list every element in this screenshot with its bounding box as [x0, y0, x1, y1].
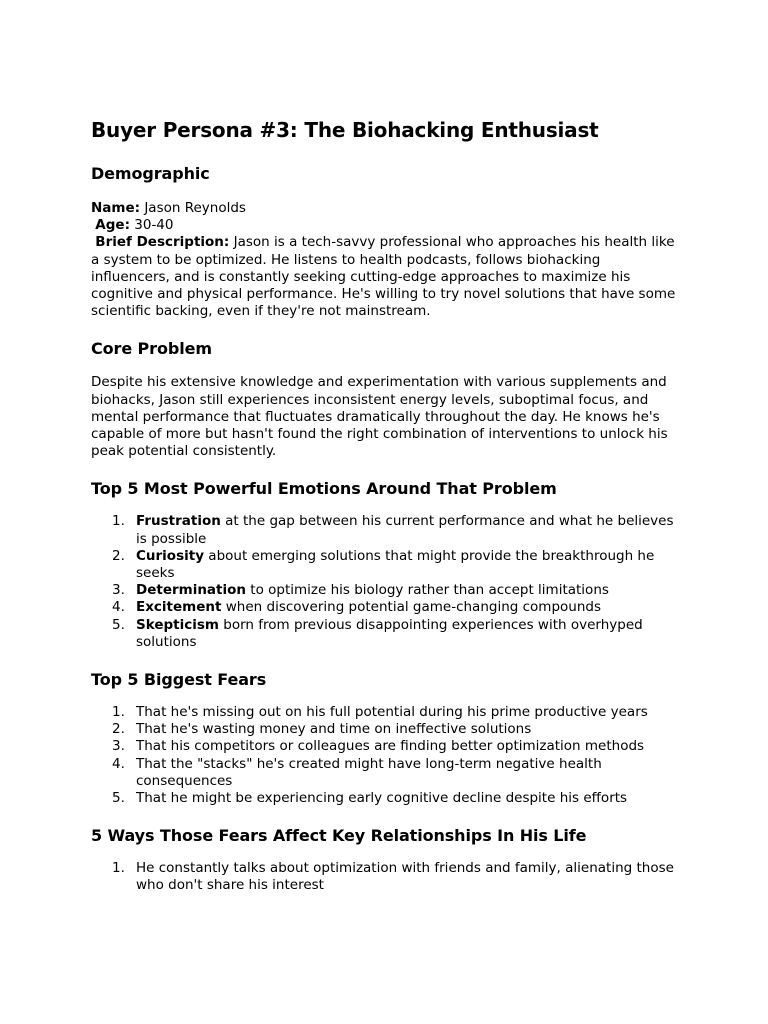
list-number: 1.: [112, 513, 125, 530]
list-item: [91, 738, 680, 755]
emotions-list: [91, 513, 680, 651]
emotion-name: Frustration: [136, 513, 221, 530]
emotion-text: at the gap between his current performance and what he believes is possible: [136, 513, 674, 547]
age-line: [91, 217, 680, 234]
document-title: Buyer Persona #3: The Biohacking Enthusiast: [91, 118, 599, 142]
list-item: [91, 756, 680, 790]
list-item: [91, 721, 680, 738]
fears-heading: Top 5 Biggest Fears: [91, 670, 267, 690]
emotion-name: Curiosity: [136, 547, 204, 564]
list-item: [91, 548, 680, 582]
relationships-heading: 5 Ways Those Fears Affect Key Relationships In His Life: [91, 826, 587, 846]
list-number: 4.: [112, 755, 125, 772]
list-number: 5.: [112, 616, 125, 633]
list-number: 2.: [112, 547, 125, 564]
core-problem-text: Despite his extensive knowledge and experimentation with various supplements and biohacks, Jason still experiences inconsistent energy levels, suboptimal focus, and mental performance that fluctuates dramatically throughout the day. He knows he's capable of more but hasn't found the right combination of interventions to unlock his peak potential consistently.: [91, 374, 668, 460]
fear-text: That he's missing out on his full potential during his prime productive years: [136, 704, 648, 721]
list-item: [91, 617, 680, 651]
description-line: [91, 234, 680, 320]
fear-text: That his competitors or colleagues are finding better optimization methods: [136, 738, 645, 755]
name-value: Jason Reynolds: [140, 200, 246, 216]
list-number: 3.: [112, 738, 125, 755]
name-line: [91, 200, 680, 217]
demographic-heading: Demographic: [91, 164, 210, 183]
list-number: 4.: [112, 599, 125, 616]
relationships-list: [91, 860, 680, 894]
list-item: [91, 513, 680, 547]
core-problem-heading: Core Problem: [91, 339, 212, 359]
fears-list: [91, 704, 680, 807]
list-number: 2.: [112, 721, 125, 738]
fear-text: That the "stacks" he's created might have long-term negative health consequences: [136, 755, 602, 789]
emotion-text: when discovering potential game-changing compounds: [221, 599, 601, 616]
emotion-text: to optimize his biology rather than accept limitations: [246, 582, 609, 599]
emotion-name: Determination: [136, 582, 247, 599]
emotion-name: Skepticism: [136, 616, 219, 633]
list-item: [91, 582, 680, 599]
fear-text: That he's wasting money and time on ineffective solutions: [136, 721, 532, 738]
list-number: 5.: [112, 790, 125, 807]
list-number: 1.: [112, 860, 125, 877]
emotions-heading: Top 5 Most Powerful Emotions Around That Problem: [91, 479, 557, 499]
list-item: [91, 599, 680, 616]
demographic-details: [91, 200, 680, 320]
fear-text: That he might be experiencing early cognitive decline despite his efforts: [136, 790, 628, 807]
age-value: 30-40: [129, 217, 174, 234]
description-value: Jason is a tech-savvy professional who approaches his health like a system to be optimized. He listens to health podcasts, follows biohacking influencers, and is constantly seeking cutting-edge approaches to maximize his cognitive and physical performance. He's willing to try novel solutions that have some scientific backing, even if they're not mainstream.: [91, 234, 676, 320]
description-label: Brief Description:: [95, 234, 230, 251]
list-number: 1.: [112, 704, 125, 721]
list-number: 3.: [112, 582, 125, 599]
emotion-text: born from previous disappointing experiences with overhyped solutions: [136, 616, 643, 650]
list-item: [91, 704, 680, 721]
relationship-text: He constantly talks about optimization with friends and family, alienating those who don't share his interest: [136, 860, 674, 894]
list-item: [91, 790, 680, 807]
emotion-text: about emerging solutions that might provide the breakthrough he seeks: [136, 547, 655, 582]
emotion-name: Excitement: [136, 599, 222, 616]
age-label: Age:: [95, 217, 130, 234]
name-label: Name:: [91, 200, 141, 216]
list-item: [91, 860, 680, 894]
